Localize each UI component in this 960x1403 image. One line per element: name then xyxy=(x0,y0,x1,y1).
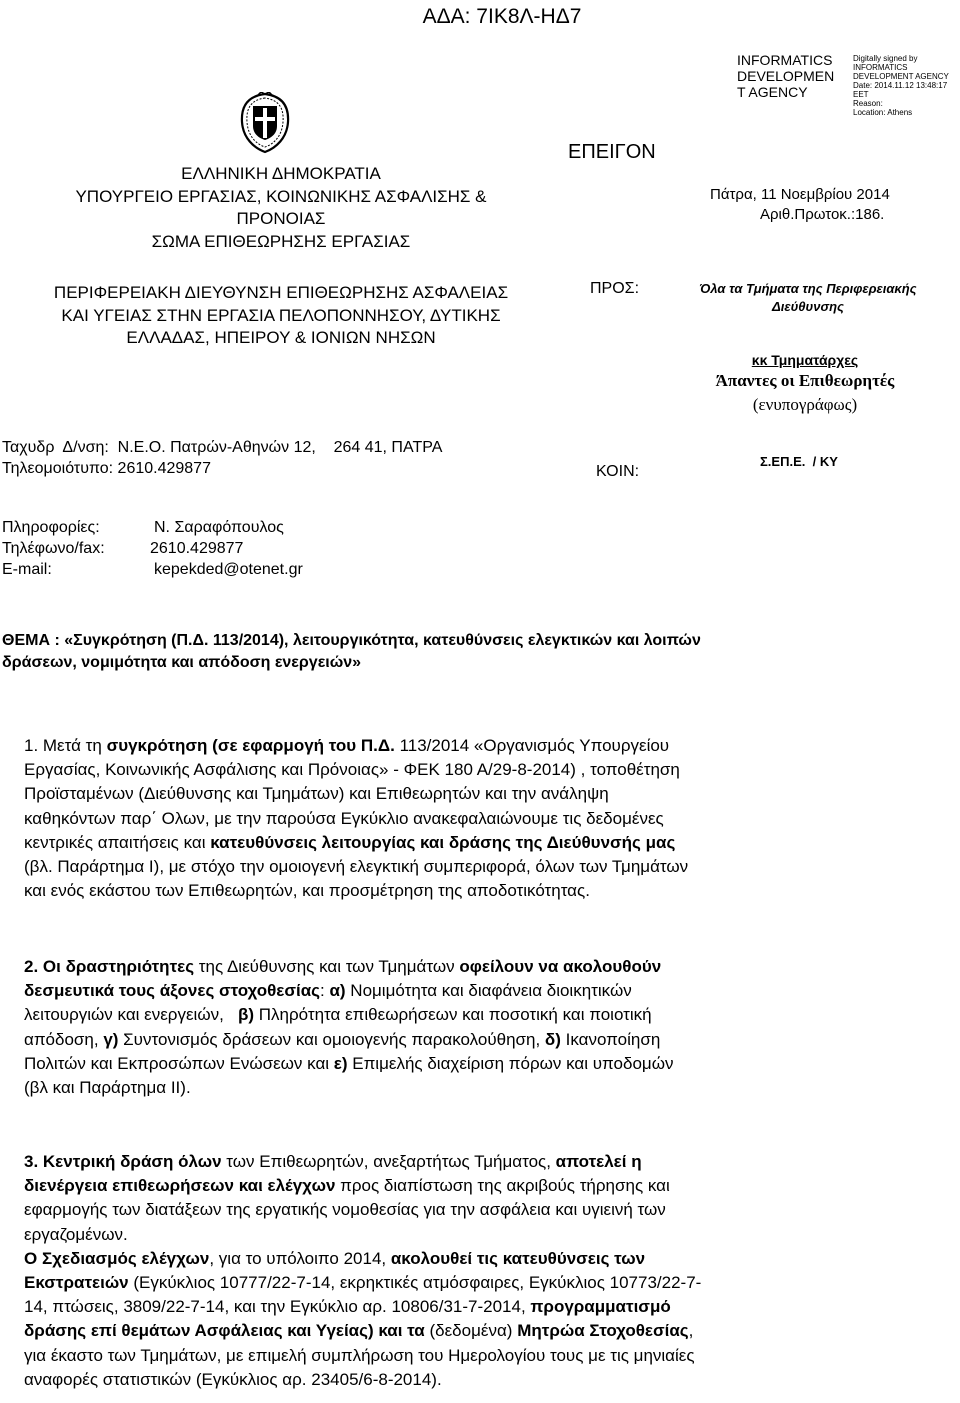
to-recipient xyxy=(656,280,960,316)
signature-detail-line: EET xyxy=(853,90,869,99)
info-label: Πληροφορίες: xyxy=(2,519,100,536)
greek-coat-of-arms-icon xyxy=(238,92,292,154)
email-value: kepekded@otenet.gr xyxy=(154,561,303,578)
paragraph-line: διενέργεια επιθεωρήσεων και ελέγχων προς διαπίστωση της ακριβούς τήρησης και xyxy=(24,1176,670,1196)
protocol-number: Αριθ.Πρωτοκ.:186. xyxy=(760,206,885,223)
sender-line: ΕΛΛΗΝΙΚΗ ΔΗΜΟΚΡΑΤΙΑ xyxy=(181,164,381,183)
paragraph-line: δράσης επί θεμάτων Ασφάλειας και Υγείας) και τα (δεδομένα) Μητρώα Στοχοθεσίας, xyxy=(24,1321,694,1341)
signature-details xyxy=(853,54,958,117)
paragraph-2 xyxy=(24,955,954,1100)
paragraph-line: 2. Οι δραστηριότητες της Διεύθυνσης και των Τμημάτων οφείλουν να ακολουθούν xyxy=(24,957,662,976)
postal-address: Ταχυδρ Δ/νση: Ν.Ε.Ο. Πατρών-Αθηνών 12, 264 41, ΠΑΤΡΑ xyxy=(2,439,443,456)
paragraph-line: αναφορές στατιστικών (Εγκύκλιος αρ. 23405/6-8-2014). xyxy=(24,1369,442,1389)
signature-detail-line: INFORMATICS xyxy=(853,63,908,72)
document-date: Πάτρα, 11 Νοεμβρίου 2014 xyxy=(710,186,890,203)
signature-organization xyxy=(737,52,849,100)
email-label: E-mail: xyxy=(2,561,52,578)
paragraph-line: Ο Σχεδιασμός ελέγχων, για το υπόλοιπο 2014, ακολουθεί τις κατευθύνσεις των xyxy=(24,1248,646,1268)
paragraph-line: απόδοση, γ) Συντονισμός δράσεων και ομοιογενής παρακολούθηση, δ) Ικανοποίηση xyxy=(24,1029,661,1049)
cc-label: ΚΟΙΝ: xyxy=(596,463,640,480)
to-recipient-line: Όλα τα Τμήματα της Περιφερειακής xyxy=(699,281,917,296)
sender-line: ΚΑΙ ΥΓΕΙΑΣ ΣΤΗΝ ΕΡΓΑΣΙΑ ΠΕΛΟΠΟΝΝΗΣΟΥ, ΔΥΤΙΚΗΣ xyxy=(61,305,501,325)
urgency-label: ΕΠΕΙΓΟΝ xyxy=(568,141,656,163)
to-department-heads: κκ Τμηματάρχες xyxy=(751,352,859,368)
countersign-note: (ενυπογράφως) xyxy=(752,395,858,414)
ada-number: ΑΔΑ: 7ΙΚ8Λ-ΗΔ7 xyxy=(422,5,582,28)
sender-line: ΣΩΜΑ ΕΠΙΘΕΩΡΗΣΗΣ ΕΡΓΑΣΙΑΣ xyxy=(151,231,411,251)
paragraph-3 xyxy=(24,1150,954,1392)
paragraph-line: (βλ. Παράρτημα Ι), με στόχο την ομοιογενή ελεγκτική συμπεριφορά, όλων των Τμημάτων xyxy=(24,857,689,877)
signature-org-line: T AGENCY xyxy=(737,84,808,100)
signature-org-line: INFORMATICS xyxy=(737,52,833,68)
subject-line: ΘΕΜΑ : «Συγκρότηση (Π.Δ. 113/2014), λειτουργικότητα, κατευθύνσεις ελεγκτικών και λοιπών xyxy=(2,632,701,649)
signature-detail-line: Location: Athens xyxy=(853,108,913,117)
digital-signature-stamp xyxy=(737,50,958,120)
paragraph-line: εργαζομένων. xyxy=(24,1224,128,1244)
phone-value: 2610.429877 xyxy=(150,540,244,557)
info-value: Ν. Σαραφόπουλος xyxy=(154,519,284,536)
to-label: ΠΡΟΣ: xyxy=(590,280,640,297)
sender-line: ΥΠΟΥΡΓΕΙΟ ΕΡΓΑΣΙΑΣ, ΚΟΙΝΩΝΙΚΗΣ ΑΣΦΑΛΙΣΗΣ & xyxy=(75,186,487,206)
to-recipient-line: Διεύθυνσης xyxy=(772,299,844,314)
paragraph-1 xyxy=(24,734,954,903)
signature-detail-line: Digitally signed by xyxy=(853,54,918,63)
paragraph-line: για έκαστο των Τμημάτων, με επιμελή συμπλήρωση του Ημερολογίου τους με τις μηνιαίες xyxy=(24,1345,695,1365)
paragraph-line: δεσμευτικά τους άξονες στοχοθεσίας: α) Νομιμότητα και διαφάνεια διοικητικών xyxy=(24,981,632,1001)
paragraph-line: και ενός εκάστου των Επιθεωρητών, και προσμέτρηση της αποδοτικότητας. xyxy=(24,881,590,901)
signature-detail-line: Date: 2014.11.12 13:48:17 xyxy=(853,81,948,90)
to-inspectors: Άπαντες οι Επιθεωρητές xyxy=(715,371,895,390)
sender-line: ΠΡΟΝΟΙΑΣ xyxy=(236,209,326,228)
paragraph-line: 1. Μετά τη συγκρότηση (σε εφαρμογή του Π.Δ. 113/2014 «Οργανισμός Υπουργείου xyxy=(24,736,670,755)
paragraph-line: Πολιτών και Εκπροσώπων Ενώσεων και ε) Επιμελής διαχείριση πόρων και υποδομών xyxy=(24,1053,674,1073)
paragraph-line: 3. Κεντρική δράση όλων των Επιθεωρητών, ανεξαρτήτως Τμήματος, αποτελεί η xyxy=(24,1152,642,1171)
sender-ministry xyxy=(0,163,562,253)
paragraph-line: κεντρικές απαιτήσεις και κατευθύνσεις λειτουργίας και δράσης της Διεύθυνσής μας xyxy=(24,832,676,852)
paragraph-line: (βλ και Παράρτημα ΙΙ). xyxy=(24,1078,191,1098)
paragraph-line: Εργασίας, Κοινωνικής Ασφάλισης και Πρόνοιας» - ΦΕΚ 180 Α/29-8-2014) , τοποθέτηση xyxy=(24,760,680,780)
paragraph-line: Εκστρατειών (Εγκύκλιος 10777/22-7-14, εκρηκτικές ατμόσφαιρες, Εγκύκλιος 10773/22-7- xyxy=(24,1273,702,1293)
signature-detail-line: Reason: xyxy=(853,99,883,108)
paragraph-line: λειτουργιών και ενεργειών, β) Πληρότητα επιθεωρήσεων και ποσοτική και ποιοτική xyxy=(24,1005,652,1025)
cc-recipient: Σ.ΕΠ.Ε. / ΚΥ xyxy=(760,454,838,469)
sender-line: ΕΛΛΑΔΑΣ, ΗΠΕΙΡΟΥ & ΙΟΝΙΩΝ ΝΗΣΩΝ xyxy=(126,328,436,347)
paragraph-line: καθηκόντων παρ΄ Ολων, με την παρούσα Εγκύκλιο ανακεφαλαιώνουμε τις δεδομένες xyxy=(24,808,664,828)
subject xyxy=(2,630,952,674)
phone-label: Τηλέφωνο/fax: xyxy=(2,540,105,557)
signature-detail-line: DEVELOPMENT AGENCY xyxy=(853,72,949,81)
sender-line: ΠΕΡΙΦΕΡΕΙΑΚΗ ΔΙΕΥΘΥΝΣΗ ΕΠΙΘΕΩΡΗΣΗΣ ΑΣΦΑΛΕΙΑΣ xyxy=(53,283,509,302)
fax-number: Τηλεομοιότυπο: 2610.429877 xyxy=(2,460,211,477)
paragraph-line: 14, πτώσεις, 3809/22-7-14, και την Εγκύκλιο αρ. 10806/31-7-2014, προγραμματισμό xyxy=(24,1297,671,1317)
signature-org-line: DEVELOPMEN xyxy=(737,68,835,84)
subject-line: δράσεων, νομιμότητα και απόδοση ενεργειών» xyxy=(2,654,362,671)
paragraph-line: Προϊσταμένων (Διεύθυνσης και Τμημάτων) και Επιθεωρητών και την ανάληψη xyxy=(24,784,609,804)
sender-regional-directorate xyxy=(0,282,562,350)
paragraph-line: εφαρμογής των διατάξεων της εργατικής νομοθεσίας για την ασφάλεια και υγιεινή των xyxy=(24,1200,666,1220)
